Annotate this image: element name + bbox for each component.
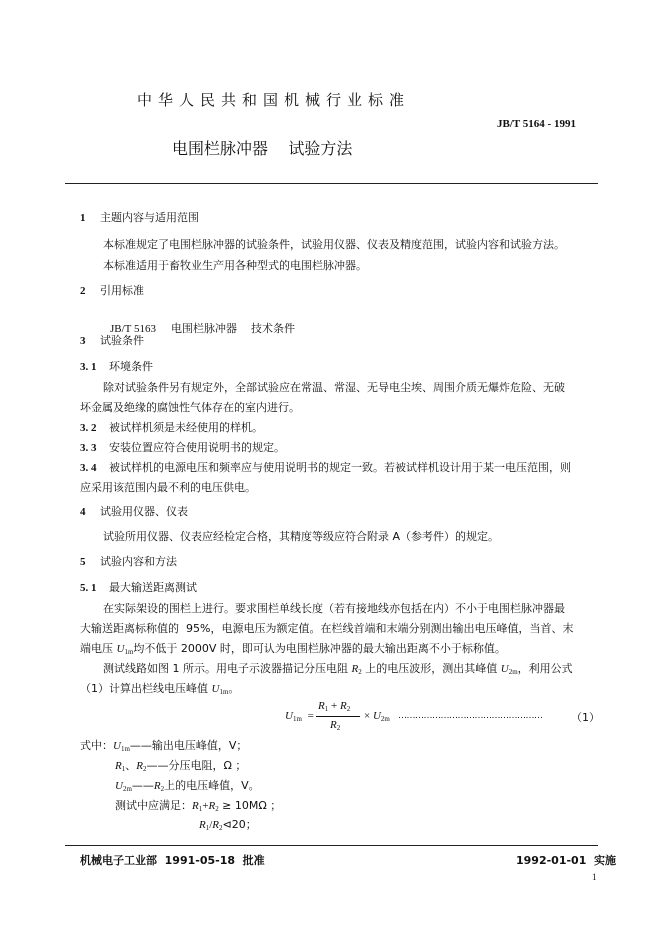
symbol-r: R: [192, 800, 199, 812]
section-1-para-2: 本标准适用于畜牧业生产用各种型式的电围栏脉冲器。: [103, 259, 367, 272]
symbol-r: R: [351, 663, 359, 675]
subsection-text: 被试样机须是未经使用的样机。: [109, 421, 263, 434]
section-number: 4: [80, 506, 86, 518]
subsection-3-1-line-1: 除对试验条件另有规定外，全部试验应在常温、常湿、无导电尘埃、周围介质无爆炸危险、无破: [103, 381, 565, 394]
subsection-text: 安装位置应符合使用说明书的规定。: [109, 441, 285, 454]
para-5-1-line-5: [80, 680, 239, 696]
definition-text: ——分压电阻，Ω ；: [146, 759, 247, 772]
condition-prefix: 测试中应满足：: [115, 799, 192, 812]
plus-sign: +: [202, 800, 209, 812]
section-title: 试验内容和方法: [100, 555, 177, 568]
subsection-number: 3. 2: [80, 422, 97, 434]
subsection-number: 3. 3: [80, 442, 97, 454]
where-prefix: 式中：: [80, 739, 113, 752]
para-5-1-line-3: [80, 640, 506, 656]
symbol-r: R: [136, 760, 143, 772]
subscript: 2: [142, 765, 147, 773]
section-4-heading: [80, 503, 188, 519]
document-title: 电围栏脉冲器 试验方法: [172, 139, 353, 158]
equals-sign: =: [307, 710, 314, 722]
subscript: 2m: [508, 668, 518, 676]
subsection-number: 3. 1: [80, 361, 97, 373]
separator: 、: [125, 759, 137, 772]
text-run: 均不低于 2000V 时，即可认为电围栏脉冲器的最大输出距离不小于标称值。: [133, 642, 506, 655]
formula-lhs: [285, 710, 314, 723]
section-title: 主题内容与适用范围: [100, 211, 199, 224]
subscript: 2: [346, 705, 351, 713]
subscript: 1: [205, 824, 210, 832]
section-2-heading: [80, 282, 144, 298]
symbol-u: U: [285, 710, 293, 722]
para-5-1-line-2: 大输送距离标称值的 95%，电源电压为额定值。在栏线首端和末端分别测出输出电压峰值，当首、末: [80, 622, 574, 635]
section-number: 3: [80, 335, 86, 347]
subscript: 1: [198, 805, 203, 813]
subsection-3-1-heading: [80, 358, 153, 374]
dash: ——: [131, 779, 154, 792]
text-run: （1）计算出栏线电压峰值: [80, 682, 208, 695]
section-number: 1: [80, 212, 86, 224]
standard-number: JB/T 5164 - 1991: [497, 118, 576, 130]
subscript: 2: [336, 724, 341, 732]
condition-relation: ⊲20；: [222, 818, 257, 831]
definition-text: ——输出电压峰值，V；: [129, 739, 248, 752]
subsection-3-4: [80, 459, 571, 475]
subsection-text: 被试样机的电源电压和频率应与使用说明书的规定一致。若被试样机设计用于某一电压范围，则: [109, 461, 571, 474]
text-run: 。: [228, 682, 240, 695]
where-line-1: [80, 737, 247, 753]
symbol-u: U: [211, 683, 220, 695]
plus-sign: +: [330, 700, 338, 712]
condition-relation: ≥ 10MΩ ；: [218, 799, 282, 812]
section-title: 引用标准: [100, 284, 144, 297]
subscript: 2m: [380, 715, 390, 723]
definition-text: 上的电压峰值，V。: [164, 779, 260, 792]
subsection-3-1-line-2: 坏金属及绝缘的腐蚀性气体存在的室内进行。: [80, 401, 300, 414]
header-rule: [65, 183, 598, 184]
subsection-3-3: [80, 439, 285, 455]
approval-line: 机械电子工业部 1991-05-18 批准: [80, 854, 265, 867]
subscript: 1: [121, 765, 126, 773]
symbol-u: U: [500, 663, 509, 675]
symbol-u: U: [113, 740, 121, 752]
section-number: 2: [80, 285, 86, 297]
subscript: 1m: [219, 688, 229, 696]
text-run: ，利用公式: [517, 662, 573, 675]
symbol-u: U: [115, 780, 123, 792]
fraction-numerator: [318, 700, 350, 713]
text-run: 测试线路如图 1 所示。用电子示波器描记分压电阻: [103, 662, 348, 675]
subsection-title: 最大输送距离测试: [109, 581, 197, 594]
times-sign: ×: [364, 710, 371, 722]
footer-rule: [65, 845, 598, 846]
symbol-r: R: [212, 819, 220, 831]
reference-code: JB/T 5163: [110, 323, 156, 335]
implementation-date: 1992-01-01 实施: [516, 854, 617, 867]
subscript: 2: [215, 805, 219, 813]
subsection-3-2: [80, 419, 263, 435]
symbol-r: R: [318, 700, 325, 712]
subsection-5-1-heading: [80, 579, 197, 595]
subscript: 1m: [124, 648, 134, 656]
para-5-1-line-4: [103, 660, 573, 676]
subscript: 2: [358, 668, 362, 676]
text-run: 端电压: [80, 642, 113, 655]
text-run: 上的电压波形，测出其峰值: [365, 662, 498, 675]
subscript: 1m: [292, 715, 302, 723]
symbol-r: R: [115, 760, 122, 772]
fraction-denominator: [330, 719, 340, 732]
section-1-heading: [80, 209, 199, 225]
condition-line-1: [115, 797, 281, 813]
subscript: 2: [160, 785, 165, 793]
section-number: 5: [80, 556, 86, 568]
slash: /: [209, 819, 213, 831]
symbol-r: R: [153, 780, 161, 792]
condition-line-2: [199, 816, 257, 832]
symbol-r: R: [199, 819, 206, 831]
subsection-title: 环境条件: [109, 360, 153, 373]
subsection-number: 5. 1: [80, 582, 97, 594]
formula-rhs: [364, 710, 390, 723]
formula-1: [285, 700, 600, 734]
section-4-text: 试验所用仪器、仪表应经检定合格，其精度等级应符合附录 A（参考件）的规定。: [103, 530, 500, 543]
subscript: 2: [219, 824, 223, 832]
subscript: 2m: [122, 785, 132, 793]
fraction-bar: [316, 716, 360, 717]
symbol-u: U: [372, 710, 381, 722]
subscript: 1: [324, 705, 329, 713]
org-title: 中华人民共和国机械行业标准: [137, 91, 411, 109]
symbol-r: R: [208, 800, 216, 812]
subsection-number: 3. 4: [80, 462, 97, 474]
section-1-para-1: 本标准规定了电围栏脉冲器的试验条件，试验用仪器、仪表及精度范围，试验内容和试验方法。: [103, 238, 565, 251]
reference-title: 电围栏脉冲器 技术条件: [171, 322, 295, 335]
subscript: 1m: [120, 745, 130, 753]
leader-dots: ……………………………………………: [398, 710, 543, 720]
para-5-1-line-1: 在实际架设的围栏上进行。要求围栏单线长度（若有接地线亦包括在内）不小于电围栏脉冲器最: [103, 602, 565, 615]
equation-label: （1）: [571, 711, 600, 724]
symbol-u: U: [116, 643, 125, 655]
section-title: 试验用仪器、仪表: [100, 505, 188, 518]
subsection-3-4-line-2: 应采用该范围内最不利的电压供电。: [80, 481, 256, 494]
where-line-2: [115, 757, 246, 773]
symbol-r: R: [339, 700, 347, 712]
section-3-heading: [80, 332, 144, 348]
page-number: 1: [592, 872, 597, 882]
section-title: 试验条件: [100, 334, 144, 347]
section-5-heading: [80, 553, 177, 569]
where-line-3: [115, 777, 260, 793]
symbol-r: R: [330, 719, 337, 731]
